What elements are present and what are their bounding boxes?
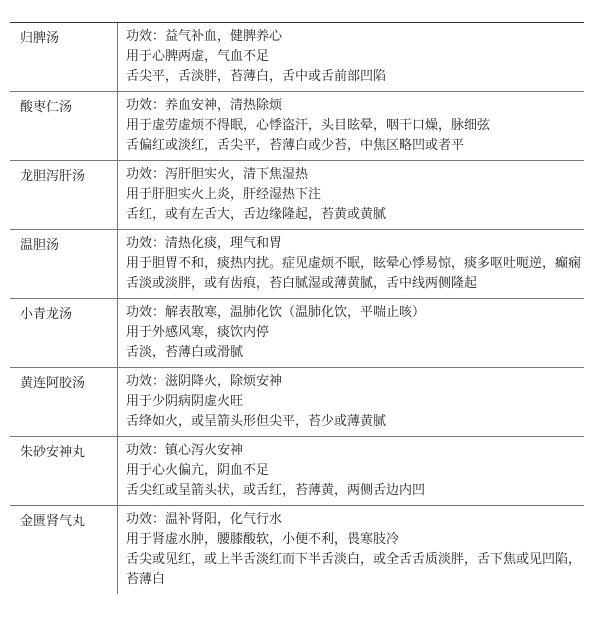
formula-description [118,23,584,91]
formula-name: 龙胆泻肝汤 [10,161,118,229]
formula-tongue: 舌淡或淡胖，或有齿痕，苔白腻湿或薄黄腻，舌中线两侧隆起 [126,276,478,291]
formula-indication: 用于心火偏亢，阴血不足 [126,463,270,478]
formula-name: 金匮肾气丸 [10,506,118,594]
table-row [10,92,584,161]
formula-name: 归脾汤 [10,23,118,91]
formula-indication: 用于肝胆实火上炎，肝经湿热下注 [126,187,322,202]
table-row [10,230,584,299]
formula-description [118,299,584,367]
formula-name: 黄连阿胶汤 [10,368,118,436]
formula-indication: 用于外感风寒，痰饮内停 [126,325,270,340]
formula-description [118,230,584,298]
formula-effect: 功效：泻肝胆实火，清下焦湿热 [126,167,309,182]
formula-indication: 用于虚劳虚烦不得眠，心悸盗汗，头目眩晕，咽干口燥，脉细弦 [126,118,491,133]
formula-table [10,22,584,594]
formula-description [118,437,584,505]
table-row [10,437,584,506]
formula-indication: 用于肾虚水肿，腰膝酸软，小便不利，畏寒肢冷 [126,532,400,547]
formula-tongue: 舌尖或见红，或上半舌淡红而下半舌淡白，或全舌舌质淡胖，舌下焦或见凹陷，苔薄白 [126,552,582,587]
formula-tongue: 舌尖红或呈箭头状，或舌红，苔薄黄，两侧舌边内凹 [126,483,426,498]
table-row [10,299,584,368]
formula-effect: 功效：益气补血，健脾养心 [126,29,283,44]
table-row [10,506,584,594]
formula-indication: 用于少阴病阴虚火旺 [126,394,244,409]
formula-name: 小青龙汤 [10,299,118,367]
formula-description [118,161,584,229]
table-row [10,161,584,230]
formula-effect: 功效：滋阴降火，除烦安神 [126,374,283,389]
table-row [10,23,584,92]
formula-description [118,92,584,160]
formula-name: 朱砂安神丸 [10,437,118,505]
formula-indication: 用于胆胃不和，痰热内扰。症见虚烦不眠，眩晕心悸易惊，痰多呕吐呃逆，癫痫 [126,256,582,271]
formula-tongue: 舌偏红或淡红，舌尖平，苔薄白或少苔，中焦区略凹或者平 [126,138,465,153]
table-row [10,368,584,437]
formula-description [118,506,584,594]
formula-tongue: 舌淡，苔薄白或滑腻 [126,345,244,360]
formula-effect: 功效：温补肾阳，化气行水 [126,512,283,527]
formula-effect: 功效：镇心泻火安神 [126,443,244,458]
formula-description [118,368,584,436]
formula-tongue: 舌绛如火，或呈箭头形但尖平，苔少或薄黄腻 [126,414,387,429]
formula-effect: 功效：清热化痰，理气和胃 [126,236,283,251]
formula-name: 温胆汤 [10,230,118,298]
formula-effect: 功效：解表散寒，温肺化饮（温肺化饮，平喘止咳） [126,305,426,320]
formula-effect: 功效：养血安神，清热除烦 [126,98,283,113]
formula-name: 酸枣仁汤 [10,92,118,160]
formula-tongue: 舌红，或有左舌大，舌边缘隆起，苔黄或黄腻 [126,207,387,222]
formula-tongue: 舌尖平，舌淡胖，苔薄白，舌中或舌前部凹陷 [126,69,387,84]
formula-indication: 用于心脾两虚，气血不足 [126,49,270,64]
